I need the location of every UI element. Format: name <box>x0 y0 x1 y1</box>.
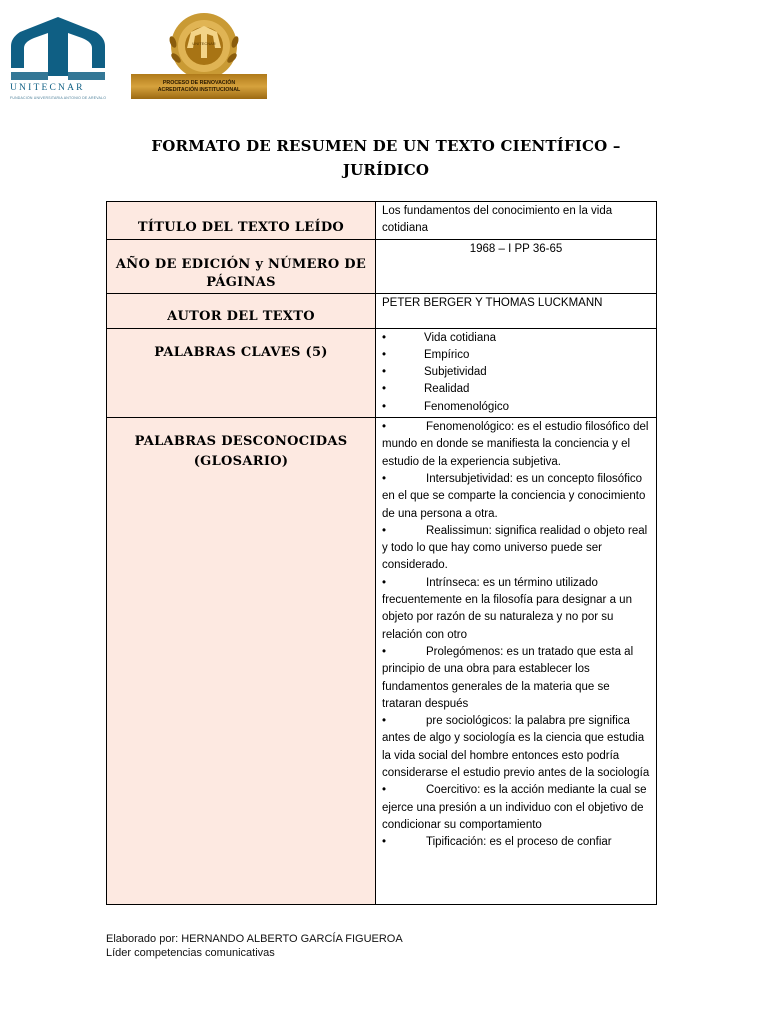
glossary-item <box>382 713 650 782</box>
seal-brand-text: UNITECNAR <box>192 41 216 46</box>
glossary-definition: : es un concepto filosófico en el que se comparte la conciencia y conocimiento de una persona a otra. <box>382 472 646 520</box>
banner-line-1: PROCESO DE RENOVACIÓN <box>162 80 236 86</box>
glossary-term: pre sociológicos <box>426 715 509 728</box>
keyword-text: Empírico <box>424 348 470 361</box>
glossary-term: Intersubjetividad <box>426 472 510 485</box>
footer <box>106 933 403 960</box>
label-autor-text: AUTOR DEL TEXTO <box>167 308 315 324</box>
keyword-text: Fenomenológico <box>424 400 510 413</box>
unitecnar-wordmark: UNITECNAR <box>10 83 85 93</box>
bullet-icon: • <box>382 421 387 434</box>
glossary-item <box>382 644 650 713</box>
bullet-icon: • <box>382 472 387 485</box>
bullet-icon: • <box>382 383 387 396</box>
label-autor <box>107 293 376 328</box>
document-title-line-1: FORMATO DE RESUMEN DE UN TEXTO CIENTÍFICO – <box>151 137 621 155</box>
glossary-definition: : es el proceso de confiar <box>483 836 612 849</box>
glossary-item <box>382 782 650 834</box>
label-titulo <box>107 202 376 240</box>
label-titulo-text: TÍTULO DEL TEXTO LEÍDO <box>137 220 345 235</box>
value-autor: PETER BERGER Y THOMAS LUCKMANN <box>376 293 657 328</box>
keyword-text: Realidad <box>424 383 470 396</box>
label-glosario-line-2: (GLOSARIO) <box>193 454 289 470</box>
bullet-icon: • <box>382 366 387 379</box>
bullet-icon: • <box>382 348 387 361</box>
glossary-term: Tipificación <box>426 836 484 849</box>
accreditation-banner <box>131 74 267 99</box>
glossary-definition: : la palabra pre significa antes de algo y sociología es la ciencia que estudia la vida social del hombre entonces esto podría considerarse el estudio previo antes de la sociología <box>382 715 650 780</box>
document-title <box>106 134 666 182</box>
header-logos <box>0 0 290 110</box>
glossary-definition: : es un tratado que esta al principio de una obra para establecer los fundamentos generales de la materia que se trataran después <box>382 645 634 710</box>
label-anio <box>107 239 376 293</box>
laurel-seal-icon <box>159 12 249 80</box>
document-title-line-2: JURÍDICO <box>342 161 430 179</box>
row-anio <box>107 239 657 293</box>
glossary-term: Realissimun <box>426 524 489 537</box>
label-claves-text: PALABRAS CLAVES (5) <box>154 344 328 360</box>
glossary-item <box>382 834 650 851</box>
bullet-icon: • <box>382 715 387 728</box>
keyword-item <box>382 364 650 381</box>
glossary-term: Fenomenológico <box>426 421 512 434</box>
keyword-text: Subjetividad <box>424 366 487 379</box>
label-glosario <box>107 418 376 905</box>
summary-table <box>106 201 657 905</box>
bullet-icon: • <box>382 331 387 344</box>
bullet-icon: • <box>382 524 387 537</box>
bullet-icon: • <box>382 645 387 658</box>
keyword-item <box>382 330 650 347</box>
bullet-icon: • <box>382 784 387 797</box>
value-anio: 1968 – I PP 36-65 <box>376 239 657 293</box>
label-claves <box>107 328 376 417</box>
glossary-definition: : es un término utilizado frecuentemente en la filosofía para designar a un objeto por razón de su naturaleza y no por su relación con otro <box>382 576 632 641</box>
row-claves <box>107 328 657 417</box>
glossary-term: Prolegómenos <box>426 645 501 658</box>
bullet-icon: • <box>382 400 387 413</box>
glossary-item <box>382 575 650 644</box>
label-anio-line-1: AÑO DE EDICIÓN y NÚMERO DE <box>115 256 367 272</box>
value-titulo: Los fundamentos del conocimiento en la vida cotidiana <box>376 202 657 240</box>
keyword-item <box>382 381 650 398</box>
label-anio-line-2: PÁGINAS <box>206 274 276 290</box>
unitecnar-logo-icon <box>8 12 128 94</box>
glossary-term: Coercitivo <box>426 784 478 797</box>
keyword-text: Vida cotidiana <box>424 331 497 344</box>
footer-role: Líder competencias comunicativas <box>106 946 275 959</box>
keyword-item <box>382 347 650 364</box>
glossary-item <box>382 471 650 523</box>
row-titulo <box>107 202 657 240</box>
glossary-definition: : es la acción mediante la cual se ejerce una presión a un individuo con el objetivo de condicionar su comportamiento <box>382 784 647 831</box>
keyword-item <box>382 399 650 416</box>
bullet-icon: • <box>382 576 387 589</box>
glossary-item <box>382 523 650 575</box>
glossary-definition: : significa realidad o objeto real y todo lo que hay como universo puede ser considerado. <box>382 524 648 572</box>
footer-author: Elaborado por: HERNANDO ALBERTO GARCÍA FIGUEROA <box>106 933 403 945</box>
glossary-item <box>382 419 650 471</box>
unitecnar-tagline: FUNDACIÓN UNIVERSITARIA ANTONIO DE ARÉVALO <box>10 96 107 100</box>
row-glosario <box>107 418 657 905</box>
value-claves <box>376 328 657 417</box>
glossary-term: Intrínseca <box>426 576 477 589</box>
value-glosario <box>376 418 657 905</box>
bullet-icon: • <box>382 836 387 849</box>
row-autor <box>107 293 657 328</box>
glossary-definition: : es el estudio filosófico del mundo en donde se manifiesta la conciencia y el estudio de la experiencia subjetiva. <box>382 421 649 468</box>
label-glosario-line-1: PALABRAS DESCONOCIDAS <box>134 434 348 450</box>
banner-line-2: ACREDITACIÓN INSTITUCIONAL <box>157 86 241 93</box>
